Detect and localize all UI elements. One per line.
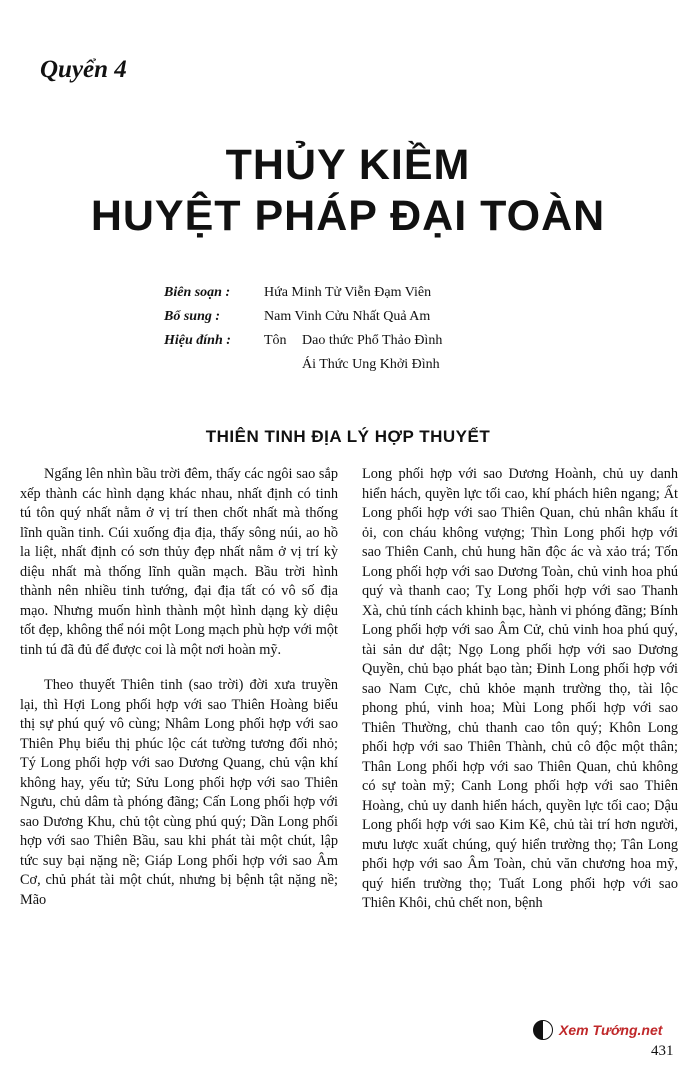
credits-block xyxy=(164,281,442,377)
yin-yang-icon xyxy=(533,1020,553,1040)
credit-row-editor-2 xyxy=(164,353,442,377)
paragraph: Long phối hợp với sao Dương Hoành, chủ uy danh hiển hách, quyền lực tối cao, khí phách hiên ngang; Ất Long phối hợp với sao Thiên Quan, chủ nhân khẩu ít ỏi, con cháu không vượng; Thìn Long phối hợp với sao Thiên Canh, chủ hung hãn độc ác và xảo trá; Tốn Long phối hợp với sao Dương Toàn, chủ vinh hoa phú quý và thanh cao; Tỵ Long phối hợp với sao Thanh Xà, chủ tính cách khinh bạc, hành vi phóng đãng; Bính Long phối hợp với sao Âm Cử, chủ vinh hoa phú quý, tài sản dư dật; Ngọ Long phối hợp với sao Dương Quyền, chủ bạo phát bạo tàn; Đinh Long phối hợp với sao Nam Cực, chủ khỏe mạnh trường thọ, tài lộc phong phú, vinh hoa; Mùi Long phối hợp với sao Thiên Thường, chủ thanh cao tôn quý; Khôn Long phối hợp với sao Thiên Thành, chủ cô độc một thân; Thân Long phối hợp với sao Thiên Quan, chủ không có sự toàn mỹ; Canh Long phối hợp với sao Thiên Hoàng, chủ uy danh hiển hách, quyền lực tối cao; Dậu Long phối hợp với sao Kim Kê, chủ tài trí hơn người, mưu lược xuất chúng, quý hiển trường thọ; Tân Long phối hợp với sao Âm Toàn, chủ văn chương hoa mỹ, quý hiển trường thọ; Tuất Long phối hợp với sao Thiên Khôi, chủ chết non, bệnh xyxy=(362,466,678,911)
credit-row-editor xyxy=(164,329,442,353)
credit-value: Hứa Minh Tử Viễn Đạm Viên xyxy=(264,285,432,300)
book-title-line-2: HUYỆT PHÁP ĐẠI TOÀN xyxy=(90,192,606,240)
text-column-left xyxy=(20,465,338,910)
paragraph: Theo thuyết Thiên tinh (sao trời) đời xưa truyền lại, thì Hợi Long phối hợp với sao Thiên Hoàng biểu thị sự phú quý vô cùng; Nhâm Long phối hợp với sao Thiên Phụ biểu thị phúc lộc cát tường tương đối nhỏ; Tý Long phối hợp với sao Dương Quang, chủ vận khí không hay, yếu tử; Sửu Long phối hợp với sao Thiên Ngưu, chủ dâm tà phóng đãng; Cấn Long phối hợp với sao Dương Khu, chủ tột cùng phú quý; Dần Long phối hợp với sao Thiên Bầu, sau khi phát tài một chút, lập tức suy bại nặng nề; Giáp Long phối hợp với sao Âm Cơ, chủ phát tài một chút, nhưng bị bệnh tật nặng nề; Mão xyxy=(20,677,338,908)
credit-label: Hiệu đính : xyxy=(164,333,231,348)
book-title-line-1: THỦY KIỀM xyxy=(225,141,471,189)
credit-label: Bổ sung : xyxy=(164,309,221,324)
watermark-text: Xem Tướng.net xyxy=(559,1022,663,1038)
section-title: THIÊN TINH ĐỊA LÝ HỢP THUYẾT xyxy=(205,427,491,446)
credit-value: Dao thức Phổ Thảo Đình xyxy=(302,333,443,348)
credit-value: Ái Thức Ung Khởi Đình xyxy=(302,357,440,372)
credit-prefix: Tôn xyxy=(264,333,287,348)
credit-value: Nam Vinh Cửu Nhất Quả Am xyxy=(264,309,431,324)
credit-row-compiler xyxy=(164,281,442,305)
page-number: 431 xyxy=(651,1043,674,1059)
volume-label: Quyển 4 xyxy=(40,56,127,83)
paragraph: Ngẩng lên nhìn bầu trời đêm, thấy các ngôi sao sắp xếp thành các hình dạng khác nhau, nhất định có tinh tú tôn quý nhất nằm ở vị trí then chốt nhất mà thống lĩnh quần tinh. Cúi xuống địa địa, thấy sông núi, ao hồ la liệt, nhất định có sơn thủy đẹp nhất nằm ở vị trí kỳ diệu nhất mà thống lĩnh quần mạch. Bầu trời hình thành nên nhiều tinh tướng, đại địa tất có vô số địa mạo. Nhưng muốn hình thành một hình dạng kỳ diệu tốt đẹp, không thể nói một Long mạch phù hợp với một tinh tú đã đủ để được coi là một nơi hoàn mỹ. xyxy=(20,466,338,658)
credit-row-supplement xyxy=(164,305,442,329)
credit-label: Biên soạn : xyxy=(164,285,231,300)
site-watermark xyxy=(533,1020,662,1040)
text-column-right xyxy=(362,465,678,914)
